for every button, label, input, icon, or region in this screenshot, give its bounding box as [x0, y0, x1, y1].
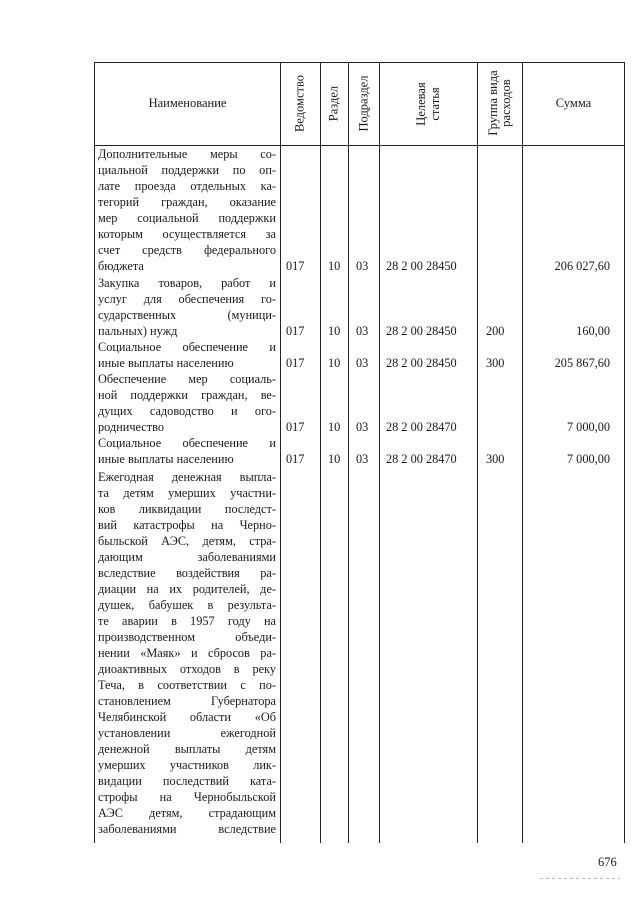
header-summa: Сумма: [555, 96, 592, 110]
row6-name-line: ков ликвидации последст-: [98, 502, 276, 516]
header-name: Наименование: [148, 96, 227, 110]
row6-name-line: умерших участников лик-: [98, 758, 276, 772]
row6-name-line: видации последствий ката-: [98, 774, 276, 788]
row6-name-line: установлении ежегодной: [98, 726, 276, 740]
row6-name-line: диации на их родителей, де-: [98, 582, 276, 596]
row4-vedomstvo: 017: [286, 420, 305, 434]
header-celevaya-line1: Целевая: [414, 82, 428, 126]
row6-name-line: Ежегодная денежная выпла-: [98, 470, 276, 484]
row4-name-line: дущих садоводство и ого-: [98, 404, 276, 418]
row3-podrazdel: 03: [356, 356, 369, 370]
row1-name-line: лате проезда отдельных ка-: [98, 179, 276, 193]
header-celevaya-line2: статья: [428, 87, 442, 121]
row6-name-line: заболеваниями вследствие: [98, 822, 276, 836]
row4-podrazdel: 03: [356, 420, 369, 434]
row2-gruppa: 200: [486, 324, 505, 338]
row5-razdel: 10: [328, 452, 341, 466]
row6-name-line: душек, бабушек в результа-: [98, 598, 276, 612]
row2-razdel: 10: [328, 324, 341, 338]
row6-name-line: АЭС детям, страдающим: [98, 806, 276, 820]
header-celevaya-statya: [414, 64, 442, 144]
row6-name-line: денежной выплаты детям: [98, 742, 276, 756]
row1-name-line: счет средств федерального: [98, 243, 276, 257]
row4-celevaya: 28 2 00 28470: [386, 420, 457, 434]
row2-name-line: услуг для обеспечения го-: [98, 292, 276, 306]
row4-name-line: Обеспечение мер социаль-: [98, 372, 276, 386]
row3-razdel: 10: [328, 356, 341, 370]
row5-celevaya: 28 2 00 28470: [386, 452, 457, 466]
row3-summa: 205 867,60: [554, 356, 610, 370]
row6-name-line: те аварии в 1957 году на: [98, 614, 276, 628]
col-divider-3: [348, 62, 349, 843]
row1-name-line: которым осуществляется за: [98, 227, 276, 241]
row3-gruppa: 300: [486, 356, 505, 370]
row1-vedomstvo: 017: [286, 259, 305, 273]
row6-name-line: производственном объеди-: [98, 630, 276, 644]
row2-name-line: пальных) нужд: [98, 324, 178, 338]
row4-name-line: ной поддержки граждан, ве-: [98, 388, 276, 402]
row2-summa: 160,00: [576, 324, 610, 338]
row6-name-line: вследствие воздействия ра-: [98, 566, 276, 580]
row3-name-line: иные выплаты населению: [98, 356, 234, 370]
row4-summa: 7 000,00: [566, 420, 610, 434]
row6-name-line: вий катастрофы на Черно-: [98, 518, 276, 532]
header-razdel: Раздел: [326, 85, 341, 122]
row5-gruppa: 300: [486, 452, 505, 466]
row5-podrazdel: 03: [356, 452, 369, 466]
col-divider-2: [320, 62, 321, 843]
row1-name-line: тегорий граждан, оказание: [98, 195, 276, 209]
row6-name-line: становлением Губернатора: [98, 694, 276, 708]
row2-vedomstvo: 017: [286, 324, 305, 338]
row5-vedomstvo: 017: [286, 452, 305, 466]
header-gruppa-line2: расходов: [499, 79, 513, 127]
row1-celevaya: 28 2 00 28450: [386, 259, 457, 273]
row2-name-line: Закупка товаров, работ и: [98, 276, 276, 290]
row6-name-line: дающим заболеваниями: [98, 550, 276, 564]
table-right-border: [624, 62, 625, 843]
row1-name-line: Дополнительные меры со-: [98, 147, 276, 161]
row6-name-line: Теча, в соответствии с по-: [98, 678, 276, 692]
col-divider-5: [477, 62, 478, 843]
col-divider-6: [522, 62, 523, 843]
row3-celevaya: 28 2 00 28450: [386, 356, 457, 370]
row1-name-line: мер социальной поддержки: [98, 211, 276, 225]
footer-divider: [540, 878, 620, 879]
table-left-border: [94, 62, 95, 843]
row6-name-line: та детям умерших участни-: [98, 486, 276, 500]
row1-name-line: бюджета: [98, 259, 144, 273]
row5-name-line: иные выплаты населению: [98, 452, 234, 466]
row6-name-line: строфы на Чернобыльской: [98, 790, 276, 804]
row6-name-line: быльской АЭС, детям, стра-: [98, 534, 276, 548]
row2-podrazdel: 03: [356, 324, 369, 338]
header-podrazdel: Подраздел: [356, 75, 371, 132]
row6-name-line: Челябинской области «Об: [98, 710, 276, 724]
row3-vedomstvo: 017: [286, 356, 305, 370]
header-gruppa-line1: Группа вида: [486, 70, 500, 136]
row1-name-line: циальной поддержки по оп-: [98, 163, 276, 177]
header-gruppa-vida-rashodov: [487, 63, 513, 143]
row6-name-line: диоактивных отходов в реку: [98, 662, 276, 676]
row1-summa: 206 027,60: [554, 259, 610, 273]
row3-name-line: Социальное обеспечение и: [98, 340, 276, 354]
row5-name-line: Социальное обеспечение и: [98, 436, 276, 450]
col-divider-4: [379, 62, 380, 843]
row6-name-line: нении «Маяк» и сбросов ра-: [98, 646, 276, 660]
row2-celevaya: 28 2 00 28450: [386, 324, 457, 338]
row4-razdel: 10: [328, 420, 341, 434]
row4-name-line: родничество: [98, 420, 165, 434]
header-vedomstvo: Ведомство: [292, 74, 307, 133]
row1-razdel: 10: [328, 259, 341, 273]
row1-podrazdel: 03: [356, 259, 369, 273]
row5-summa: 7 000,00: [566, 452, 610, 466]
col-divider-1: [280, 62, 281, 843]
page-number: 676: [598, 855, 617, 869]
row2-name-line: сударственных (муници-: [98, 308, 276, 322]
